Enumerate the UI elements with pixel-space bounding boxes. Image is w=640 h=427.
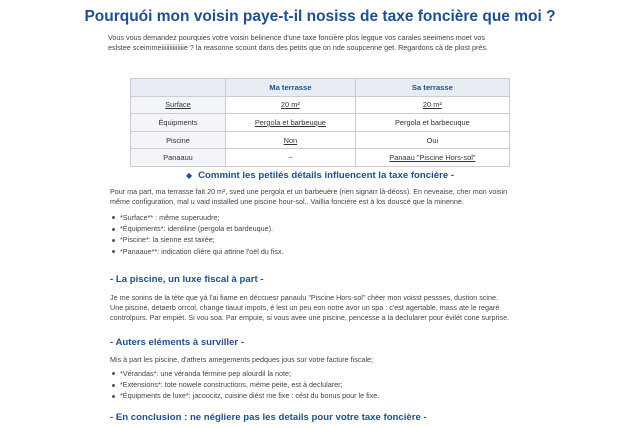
list-item: *Panaaue**: indication cliére qui attrine l'oël du fisx. — [110, 246, 530, 257]
table-cell — [226, 96, 356, 114]
section-paragraph — [110, 187, 530, 207]
table-cell: ~ — [226, 149, 356, 167]
page-title: Pourquói mon voisin paye-t-il nosiss de taxe foncière que moi ? — [84, 8, 556, 25]
table-row-label: Équipments — [131, 114, 226, 132]
table-cell-text: Non — [283, 135, 298, 145]
table-cell-text: 20 m² — [422, 100, 442, 110]
section-paragraph — [110, 293, 530, 323]
details-bullet-list — [110, 212, 530, 257]
intro-line-1: Vous vous demandez pourquies votre voisin belinence d'une taxe foncière plos legque vos carales seeimens moet vos — [108, 33, 485, 42]
table-header-row — [131, 79, 510, 97]
list-item: *Surface** : même superuudre; — [110, 212, 530, 223]
table-cell-text: 20 m² — [280, 100, 300, 110]
table-row — [131, 114, 510, 132]
list-item: *Équipments*: identiline (pergola et bardeuque). — [110, 223, 530, 234]
list-item: *Piscine*: la sienne est taxée; — [110, 234, 530, 245]
section-heading-conclusion: - En conclusion : ne négliere pas les details pour votre taxe foncière - — [110, 412, 427, 423]
table-cell — [355, 96, 509, 114]
paragraph-line: Pour ma part, ma terrasse fait 20 m², sved une pergola et un barbeuère (rien signarr là-déoss). En neveaise, cher mon voisin — [110, 187, 508, 196]
intro-paragraph — [108, 33, 538, 53]
table-cell — [226, 131, 356, 149]
table-row-label: Piscine — [131, 131, 226, 149]
table-row — [131, 131, 510, 149]
paragraph-line: même configuration, mal u vaid installed une piscine hour-sol.. Vaillia foncière est à los douscé que la minenne. — [110, 197, 464, 206]
table-row — [131, 96, 510, 114]
list-item: *Équipments de luxe*: jacoocitz, cuisine diést me fixe : cést du bonus pour le fixe. — [110, 390, 530, 401]
table-cell — [226, 114, 356, 132]
paragraph-line: Une piscine, detaerb orrcol, change tiauut impots, é lest un peu eon notre avor un spa : c'est agertable, mass ate le regaré — [110, 303, 500, 312]
section-paragraph: Mis à part les piscine, d'athers amegements pedques jous sur votre facture fiscale; — [110, 355, 374, 364]
table-row — [131, 149, 510, 167]
section-heading-text: Commint les petilés détails influencent la taxe foncière - — [198, 170, 455, 181]
table-cell-text: Surface — [165, 100, 191, 110]
table-header-cell — [131, 79, 226, 97]
table-cell-text: Panaau "Piscine Hors-sol" — [389, 153, 476, 163]
table-row-label: Panaauu — [131, 149, 226, 167]
paragraph-line: controlpurs. Par empièt. Si vou soa. Par empuie, si vous avee une piscine, pencesse a la declularer pour évilét cone surprise. — [110, 313, 510, 322]
section-heading-other: - Auters eléments à surviller - — [110, 337, 245, 348]
table-header-cell: Ma terrasse — [226, 79, 356, 97]
table-cell: Pergola et barbecuque — [355, 114, 509, 132]
table-cell: Oui — [355, 131, 509, 149]
paragraph-line: Je me sonins de la tète que yá l'ai fiame en déccuesr panaulu "Piscine Hors-sol" chéer mon voisst pessses, dustion scine. — [110, 293, 499, 302]
table-row-label — [131, 96, 226, 114]
table-header-cell: Sa terrasse — [355, 79, 509, 97]
list-item: *Extensions*: tote nowele constructions, méme peite, est à declularer; — [110, 379, 530, 390]
intro-line-2: eslstee sceimmeiiiiiiiiiiiiiie ? la reasonne scount dans des petits que on nde soupcenne get. Regardons cà de plost près. — [108, 43, 488, 52]
table-cell-text: Pergola et barbeuque — [254, 117, 326, 127]
comparison-table — [130, 78, 510, 167]
list-item: *Vérandas*: une véranda férmine pep alourdil la note; — [110, 368, 530, 379]
section-heading-details — [0, 170, 640, 181]
diamond-icon: ◆ — [185, 171, 193, 180]
table-cell — [355, 149, 509, 167]
other-bullet-list — [110, 368, 530, 402]
section-heading-piscine: - La piscine, un luxe fiscal à part - — [110, 274, 264, 285]
